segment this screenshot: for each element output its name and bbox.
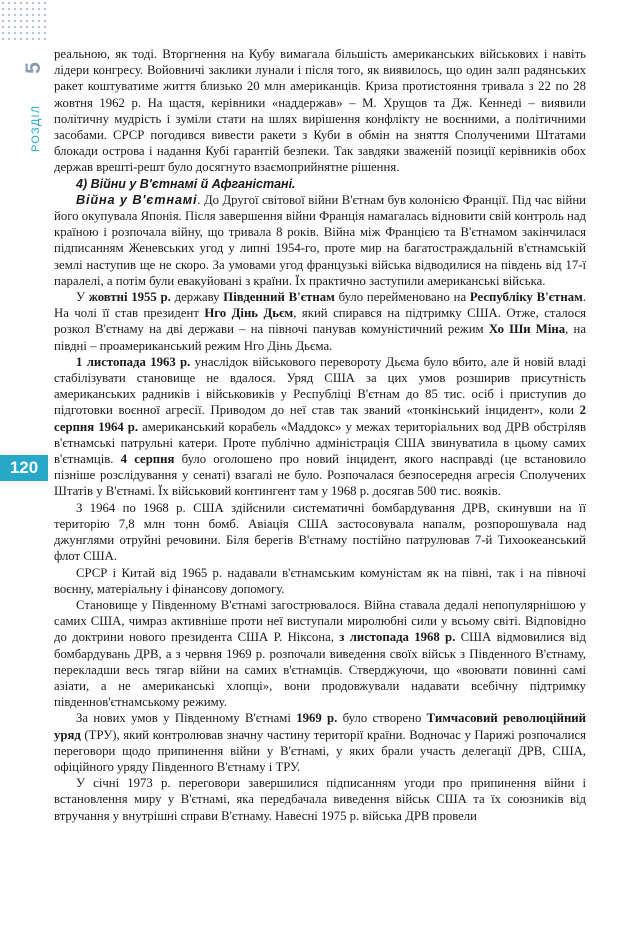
paragraph (54, 775, 586, 824)
bold-term: 1 листопада 1963 р. (76, 354, 191, 369)
text-run: , який спирався на підтримку США. Отже, сталося розкол В'єтнаму на дві держави – на півночі панував комуністичний режим (54, 306, 586, 337)
paragraph (54, 565, 586, 597)
paragraph (54, 192, 586, 289)
text-run: . До Другої світової війни В'єтнам був колонією Франції. Під час війни його окупувала Японія. Після завершення війни Франція намагалась відновити свій контроль над країною і розпочала війну, що тривала 8 років. Війна між Францією та В'єтнамом закінчилася підписанням Женевських угод у липні 1954-го, проте мир на багатостраждальній в'єтнамській землі наступив ще не скоро. За умовами угод французькі війська відводилися на південь від 17-ї паралелі, а потім були евакуйовані з країни. Їх практично заступили американські війська. (54, 192, 586, 288)
text-run: . На чолі її став президент (54, 290, 587, 321)
text-run: З 1964 по 1968 р. США здійснили систематичні бомбардування ДРВ, скинувши на її територію 7,8 млн тонн бомб. Авіація США застосовувала напалм, розпорошувала над джунглями отруйні речовини. Біля берегів В'єтнаму постійно патрулював 7-й Тихоокеанський флот США. (54, 500, 586, 564)
text-run: , на півдні – проамериканський режим Нго Дінь Дьєма. (54, 322, 586, 353)
body-text (54, 46, 586, 824)
bold-term: Республіку В'єтнам (469, 290, 583, 305)
text-run: американський корабель «Маддокс» у межах територіальних вод ДРВ обстріляв в'єтнамські патрульні катери. Проте публічно адміністрація США звинуватила в цьому самих в'єтнамців. (54, 419, 586, 467)
section-heading (54, 176, 586, 192)
text-run: (ТРУ), який контролював значну частину території країни. Водночас у Парижі розпочалися переговори щодо припинення війни у В'єтнамі, у яких брали участь делегації ДРВ, США, офіційного уряду Південного В'єтнаму і ТРУ. (54, 727, 586, 774)
bold-term: Хо Ши Міна (488, 322, 566, 337)
paragraph (54, 289, 586, 354)
bold-term: 2 серпня 1964 р. (54, 403, 586, 434)
bold-term: з листопада 1968 р. (339, 630, 456, 645)
text-run: Становище у Південному В'єтнамі загострювалося. Війна ставала дедалі непопулярнішою у самих США, чимраз активніше проти неї виступали миролюбні сили у всьому світі. Відповідно до доктрини нового президента США Р. Ніксона, (54, 597, 586, 645)
section-label-graphic (20, 54, 46, 156)
corner-dot-pattern (0, 0, 48, 40)
text-run: 4) Війни у В'єтнамі й Афганістані. (76, 176, 296, 191)
text-run: було перейменовано на (334, 290, 470, 305)
paragraph (54, 354, 586, 500)
text-run: було оголошено про новий інцидент, якого насправді (це встановило пізніше розслідування у сенаті) взагалі не було. Розпочалася безпосередня агресія Сполучених Штатів у В'єтнамі. Їх військовий контингент там у 1968 р. досягав 500 тис. вояків. (54, 452, 586, 499)
subheading: Війна у В'єтнамі (76, 191, 198, 207)
bold-term: 1969 р. (296, 711, 338, 726)
paragraph (54, 500, 586, 565)
text-run: реальною, як тоді. Вторгнення на Кубу вимагала більшість американських військових і навіть лідери конгресу. Войовничі заклики лунали і після того, як виявилось, що один залп радянських ракет коштуватиме життя близько 20 млн американців. Криза протистояння тривала з 22 по 28 жовтня 1962 р. На щастя, керівники «наддержав» – М. Хрущов та Дж. Кеннеді – виявили політичну мудрість і зуміли стати на шлях вирішення конфлікту не воєнними, а політичними засобами. СРСР погодився вивести ракети з Куби в обмін на зняття Сполученими Штатами блокади острова і надання Кубі гарантій безпеки. Так завдяки зваженій позиції керівників обох держав врешті-решт було досягнуто взаємоприйнятне рішення. (54, 47, 586, 175)
text-run: СРСР і Китай від 1965 р. надавали в'єтнамським комуністам як на півні, так і на півночі воєнну, матеріальну і фінансову допомогу. (54, 565, 586, 596)
bold-term: Південний В'єтнам (223, 290, 335, 305)
text-run: державу (170, 290, 224, 305)
bold-term: Нго Дінь Дьєм (204, 306, 294, 321)
text-run: унаслідок військового перевороту Дьєма було вбито, але й новій владі стабілізувати становище не вдалося. Уряд США за цих умов розширив присутність американських радників і військовиків у Республіці В'єтнам до 85 тис. осіб і приступив до підготовки воєнної агресії. Приводом до неї став так званий «тонкінський інцидент», коли (54, 354, 587, 418)
section-number: 5 (22, 62, 45, 74)
bold-term: 4 серпня (120, 452, 175, 467)
text-run: було створено (337, 711, 427, 726)
text-run: США відмовилися від бомбардувань ДРВ, а з червня 1969 р. розпочали виведення своїх військ з Південного В'єтнаму, перекладши весь тягар війни на самих в'єтнамців. Стверджуючи, що «воювати повинні самі азіати, а не американські хлопці», вони продовжували надавати всебічну підтримку південнов'єтнамському режиму. (54, 630, 587, 710)
paragraph (54, 46, 586, 176)
bold-term: Тимчасовий революційний уряд (54, 711, 586, 742)
bold-term: жовтні 1955 р. (88, 290, 171, 305)
text-run: За нових умов у Південному В'єтнамі (76, 711, 297, 726)
paragraph (54, 597, 586, 710)
text-run: У січні 1973 р. переговори завершилися підписанням угоди про припинення війни і встановлення миру у В'єтнамі, яка передбачала виведення військ США та їх союзників від втручання у внутрішні справи В'єтнаму. Навесні 1975 р. війська ДРВ провели (54, 776, 586, 823)
paragraph (54, 710, 586, 775)
text-run: У (76, 290, 89, 305)
section-label (20, 54, 46, 156)
section-word: РОЗДІЛ (30, 104, 42, 152)
page-number: 120 (0, 455, 48, 481)
